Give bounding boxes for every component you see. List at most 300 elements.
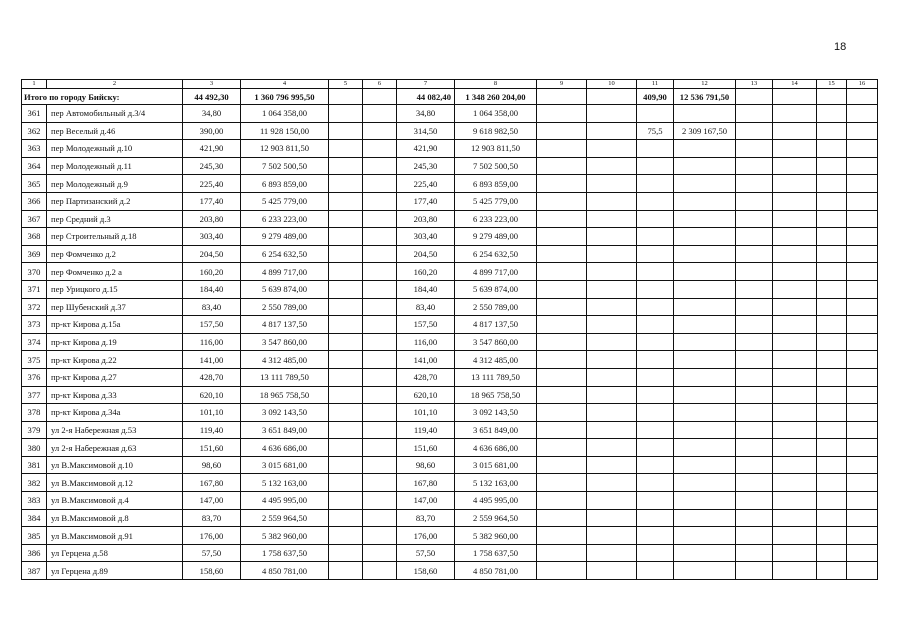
row-number: 369 (22, 245, 47, 263)
area-cell: 620,10 (183, 386, 241, 404)
area-cell: 147,00 (183, 492, 241, 510)
cost-cell: 4 636 686,00 (241, 439, 329, 457)
col16-cell (847, 474, 878, 492)
area-cell-11 (637, 175, 674, 193)
col13-cell (736, 316, 773, 334)
col13-cell (736, 527, 773, 545)
col14-cell (773, 210, 817, 228)
col13-cell (736, 175, 773, 193)
table-row (22, 421, 878, 439)
col13-cell (736, 509, 773, 527)
area-cell-7: 98,60 (397, 456, 455, 474)
col15-cell (817, 333, 847, 351)
column-header: 10 (587, 80, 637, 89)
col9-cell (537, 368, 587, 386)
row-number: 375 (22, 351, 47, 369)
address-cell: пер Урицкого д.15 (47, 280, 183, 298)
col15-cell (817, 544, 847, 562)
col13-cell (736, 368, 773, 386)
area-cell-11 (637, 351, 674, 369)
cost-cell-8: 4 636 686,00 (455, 439, 537, 457)
area-cell-7: 204,50 (397, 245, 455, 263)
table-row (22, 404, 878, 422)
cost-cell: 18 965 758,50 (241, 386, 329, 404)
col10-cell (587, 157, 637, 175)
area-cell-7: 421,90 (397, 140, 455, 158)
col5-cell (329, 175, 363, 193)
total-col9 (537, 89, 587, 105)
col6-cell (363, 263, 397, 281)
col9-cell (537, 210, 587, 228)
area-cell-11 (637, 245, 674, 263)
col15-cell (817, 263, 847, 281)
row-number: 377 (22, 386, 47, 404)
col14-cell (773, 386, 817, 404)
address-cell: ул В.Максимовой д.91 (47, 527, 183, 545)
area-cell: 83,70 (183, 509, 241, 527)
col9-cell (537, 140, 587, 158)
cost-cell-8: 9 279 489,00 (455, 228, 537, 246)
address-cell: пер Фомченко д.2 (47, 245, 183, 263)
table-row (22, 157, 878, 175)
area-cell: 158,60 (183, 562, 241, 580)
col14-cell (773, 509, 817, 527)
row-number: 374 (22, 333, 47, 351)
area-cell-11 (637, 404, 674, 422)
total-col3: 44 492,30 (183, 89, 241, 105)
col9-cell (537, 439, 587, 457)
col16-cell (847, 351, 878, 369)
col9-cell (537, 228, 587, 246)
col6-cell (363, 544, 397, 562)
col6-cell (363, 492, 397, 510)
col16-cell (847, 263, 878, 281)
col14-cell (773, 263, 817, 281)
col5-cell (329, 192, 363, 210)
cost-cell-12 (674, 263, 736, 281)
area-cell: 141,00 (183, 351, 241, 369)
col16-cell (847, 439, 878, 457)
col9-cell (537, 404, 587, 422)
area-cell-11 (637, 527, 674, 545)
col5-cell (329, 316, 363, 334)
area-cell: 428,70 (183, 368, 241, 386)
col15-cell (817, 351, 847, 369)
column-header: 15 (817, 80, 847, 89)
col13-cell (736, 280, 773, 298)
col16-cell (847, 228, 878, 246)
cost-cell: 6 254 632,50 (241, 245, 329, 263)
col6-cell (363, 228, 397, 246)
cost-cell-8: 5 132 163,00 (455, 474, 537, 492)
col10-cell (587, 386, 637, 404)
cost-cell-12 (674, 492, 736, 510)
col13-cell (736, 140, 773, 158)
table-row (22, 456, 878, 474)
area-cell-11 (637, 280, 674, 298)
area-cell: 176,00 (183, 527, 241, 545)
address-cell: ул В.Максимовой д.12 (47, 474, 183, 492)
area-cell: 225,40 (183, 175, 241, 193)
col15-cell (817, 210, 847, 228)
total-col12: 12 536 791,50 (674, 89, 736, 105)
column-header: 2 (47, 80, 183, 89)
area-cell-7: 151,60 (397, 439, 455, 457)
col14-cell (773, 439, 817, 457)
col5-cell (329, 562, 363, 580)
col9-cell (537, 351, 587, 369)
cost-cell: 2 550 789,00 (241, 298, 329, 316)
col6-cell (363, 404, 397, 422)
address-cell: пер Строительный д.18 (47, 228, 183, 246)
cost-cell-12 (674, 527, 736, 545)
cost-cell: 5 639 874,00 (241, 280, 329, 298)
col6-cell (363, 175, 397, 193)
table-row (22, 263, 878, 281)
area-cell-7: 83,40 (397, 298, 455, 316)
area-cell-11 (637, 105, 674, 123)
total-col6 (363, 89, 397, 105)
row-number: 385 (22, 527, 47, 545)
col16-cell (847, 316, 878, 334)
area-cell: 101,10 (183, 404, 241, 422)
col15-cell (817, 175, 847, 193)
col15-cell (817, 509, 847, 527)
cost-cell-12 (674, 333, 736, 351)
col9-cell (537, 492, 587, 510)
col9-cell (537, 316, 587, 334)
table-row (22, 386, 878, 404)
col13-cell (736, 192, 773, 210)
column-header: 3 (183, 80, 241, 89)
cost-cell: 13 111 789,50 (241, 368, 329, 386)
cost-cell: 12 903 811,50 (241, 140, 329, 158)
col13-cell (736, 210, 773, 228)
table-row (22, 351, 878, 369)
col16-cell (847, 280, 878, 298)
col15-cell (817, 228, 847, 246)
cost-cell-12 (674, 351, 736, 369)
col13-cell (736, 404, 773, 422)
col13-cell (736, 544, 773, 562)
area-cell: 57,50 (183, 544, 241, 562)
col6-cell (363, 456, 397, 474)
area-cell-11 (637, 316, 674, 334)
cost-cell-8: 6 254 632,50 (455, 245, 537, 263)
col9-cell (537, 474, 587, 492)
col5-cell (329, 351, 363, 369)
col6-cell (363, 509, 397, 527)
address-cell: пер Молодежный д.11 (47, 157, 183, 175)
col6-cell (363, 157, 397, 175)
cost-cell-12 (674, 562, 736, 580)
col15-cell (817, 280, 847, 298)
col14-cell (773, 316, 817, 334)
col10-cell (587, 456, 637, 474)
area-cell-7: 184,40 (397, 280, 455, 298)
table-row (22, 105, 878, 123)
col5-cell (329, 122, 363, 140)
row-number: 383 (22, 492, 47, 510)
area-cell: 167,80 (183, 474, 241, 492)
col14-cell (773, 421, 817, 439)
col9-cell (537, 175, 587, 193)
area-cell-11 (637, 298, 674, 316)
area-cell-11 (637, 439, 674, 457)
col13-cell (736, 298, 773, 316)
col9-cell (537, 421, 587, 439)
registry-table (21, 79, 878, 580)
col15-cell (817, 122, 847, 140)
cost-cell-8: 1 064 358,00 (455, 105, 537, 123)
col6-cell (363, 122, 397, 140)
col16-cell (847, 122, 878, 140)
table-row (22, 439, 878, 457)
row-number: 382 (22, 474, 47, 492)
col14-cell (773, 351, 817, 369)
cost-cell-8: 6 893 859,00 (455, 175, 537, 193)
col6-cell (363, 562, 397, 580)
col6-cell (363, 421, 397, 439)
col6-cell (363, 386, 397, 404)
col16-cell (847, 333, 878, 351)
col5-cell (329, 439, 363, 457)
address-cell: пер Средний д.3 (47, 210, 183, 228)
col15-cell (817, 527, 847, 545)
col6-cell (363, 140, 397, 158)
col15-cell (817, 140, 847, 158)
col6-cell (363, 105, 397, 123)
area-cell-7: 141,00 (397, 351, 455, 369)
table-row (22, 192, 878, 210)
col5-cell (329, 527, 363, 545)
col14-cell (773, 474, 817, 492)
total-col11: 409,90 (637, 89, 674, 105)
area-cell-7: 314,50 (397, 122, 455, 140)
area-cell: 157,50 (183, 316, 241, 334)
col10-cell (587, 228, 637, 246)
area-cell: 83,40 (183, 298, 241, 316)
col14-cell (773, 175, 817, 193)
col6-cell (363, 474, 397, 492)
area-cell: 151,60 (183, 439, 241, 457)
cost-cell: 4 495 995,00 (241, 492, 329, 510)
area-cell-11: 75,5 (637, 122, 674, 140)
col13-cell (736, 105, 773, 123)
total-col15 (817, 89, 847, 105)
area-cell-11 (637, 509, 674, 527)
col10-cell (587, 439, 637, 457)
cost-cell: 3 547 860,00 (241, 333, 329, 351)
area-cell: 203,80 (183, 210, 241, 228)
cost-cell-8: 4 312 485,00 (455, 351, 537, 369)
col10-cell (587, 421, 637, 439)
cost-cell: 1 758 637,50 (241, 544, 329, 562)
column-header: 4 (241, 80, 329, 89)
table-row (22, 316, 878, 334)
table-row (22, 544, 878, 562)
col14-cell (773, 140, 817, 158)
cost-cell-8: 1 758 637,50 (455, 544, 537, 562)
cost-cell-8: 5 382 960,00 (455, 527, 537, 545)
col13-cell (736, 245, 773, 263)
area-cell-11 (637, 421, 674, 439)
col13-cell (736, 562, 773, 580)
col9-cell (537, 456, 587, 474)
col15-cell (817, 105, 847, 123)
col10-cell (587, 105, 637, 123)
col14-cell (773, 105, 817, 123)
column-header: 12 (674, 80, 736, 89)
col16-cell (847, 210, 878, 228)
col13-cell (736, 386, 773, 404)
col9-cell (537, 280, 587, 298)
cost-cell-8: 7 502 500,50 (455, 157, 537, 175)
total-col10 (587, 89, 637, 105)
col10-cell (587, 316, 637, 334)
col13-cell (736, 228, 773, 246)
area-cell: 177,40 (183, 192, 241, 210)
total-col13 (736, 89, 773, 105)
cost-cell: 5 132 163,00 (241, 474, 329, 492)
col5-cell (329, 333, 363, 351)
cost-cell-8: 6 233 223,00 (455, 210, 537, 228)
col10-cell (587, 509, 637, 527)
col13-cell (736, 263, 773, 281)
col10-cell (587, 404, 637, 422)
column-header: 9 (537, 80, 587, 89)
col10-cell (587, 175, 637, 193)
col15-cell (817, 245, 847, 263)
cost-cell: 3 651 849,00 (241, 421, 329, 439)
address-cell: пер Молодежный д.10 (47, 140, 183, 158)
row-number: 368 (22, 228, 47, 246)
col6-cell (363, 316, 397, 334)
col15-cell (817, 386, 847, 404)
area-cell-7: 225,40 (397, 175, 455, 193)
area-cell-11 (637, 263, 674, 281)
col5-cell (329, 456, 363, 474)
col10-cell (587, 140, 637, 158)
col14-cell (773, 456, 817, 474)
col15-cell (817, 298, 847, 316)
row-number: 364 (22, 157, 47, 175)
column-number-row (22, 80, 878, 89)
col15-cell (817, 157, 847, 175)
col15-cell (817, 192, 847, 210)
col5-cell (329, 157, 363, 175)
cost-cell-12 (674, 404, 736, 422)
area-cell-11 (637, 368, 674, 386)
col10-cell (587, 333, 637, 351)
cost-cell: 7 502 500,50 (241, 157, 329, 175)
cost-cell: 9 279 489,00 (241, 228, 329, 246)
col13-cell (736, 439, 773, 457)
cost-cell-8: 13 111 789,50 (455, 368, 537, 386)
col16-cell (847, 140, 878, 158)
col16-cell (847, 421, 878, 439)
table-row (22, 175, 878, 193)
col9-cell (537, 298, 587, 316)
area-cell: 34,80 (183, 105, 241, 123)
col16-cell (847, 368, 878, 386)
address-cell: ул Герцена д.58 (47, 544, 183, 562)
area-cell-7: 157,50 (397, 316, 455, 334)
col5-cell (329, 404, 363, 422)
area-cell: 98,60 (183, 456, 241, 474)
cost-cell-12 (674, 192, 736, 210)
col5-cell (329, 386, 363, 404)
row-number: 365 (22, 175, 47, 193)
table-row (22, 333, 878, 351)
col5-cell (329, 210, 363, 228)
area-cell-11 (637, 192, 674, 210)
col13-cell (736, 157, 773, 175)
col15-cell (817, 421, 847, 439)
col5-cell (329, 263, 363, 281)
table-row (22, 122, 878, 140)
cost-cell: 3 092 143,50 (241, 404, 329, 422)
col9-cell (537, 157, 587, 175)
total-label: Итого по городу Бийску: (22, 89, 183, 105)
col14-cell (773, 192, 817, 210)
col9-cell (537, 509, 587, 527)
col16-cell (847, 157, 878, 175)
row-number: 367 (22, 210, 47, 228)
address-cell: пер Автомобильный д.3/4 (47, 105, 183, 123)
cost-cell-8: 5 639 874,00 (455, 280, 537, 298)
cost-cell-12 (674, 210, 736, 228)
col14-cell (773, 404, 817, 422)
area-cell: 390,00 (183, 122, 241, 140)
col5-cell (329, 245, 363, 263)
row-number: 379 (22, 421, 47, 439)
col14-cell (773, 562, 817, 580)
col6-cell (363, 527, 397, 545)
cost-cell: 1 064 358,00 (241, 105, 329, 123)
row-number: 387 (22, 562, 47, 580)
col16-cell (847, 562, 878, 580)
col10-cell (587, 280, 637, 298)
col9-cell (537, 386, 587, 404)
column-header: 8 (455, 80, 537, 89)
total-col8: 1 348 260 204,00 (455, 89, 537, 105)
col6-cell (363, 298, 397, 316)
table-row (22, 562, 878, 580)
col9-cell (537, 527, 587, 545)
area-cell-7: 160,20 (397, 263, 455, 281)
col10-cell (587, 527, 637, 545)
col5-cell (329, 140, 363, 158)
cost-cell-12 (674, 140, 736, 158)
col14-cell (773, 527, 817, 545)
table-row (22, 210, 878, 228)
cost-cell: 4 312 485,00 (241, 351, 329, 369)
col5-cell (329, 509, 363, 527)
cost-cell-8: 4 899 717,00 (455, 263, 537, 281)
area-cell-11 (637, 157, 674, 175)
col14-cell (773, 544, 817, 562)
col16-cell (847, 105, 878, 123)
col6-cell (363, 351, 397, 369)
area-cell-11 (637, 474, 674, 492)
col13-cell (736, 333, 773, 351)
cost-cell: 4 850 781,00 (241, 562, 329, 580)
col10-cell (587, 298, 637, 316)
area-cell-7: 203,80 (397, 210, 455, 228)
cost-cell-8: 18 965 758,50 (455, 386, 537, 404)
col16-cell (847, 527, 878, 545)
